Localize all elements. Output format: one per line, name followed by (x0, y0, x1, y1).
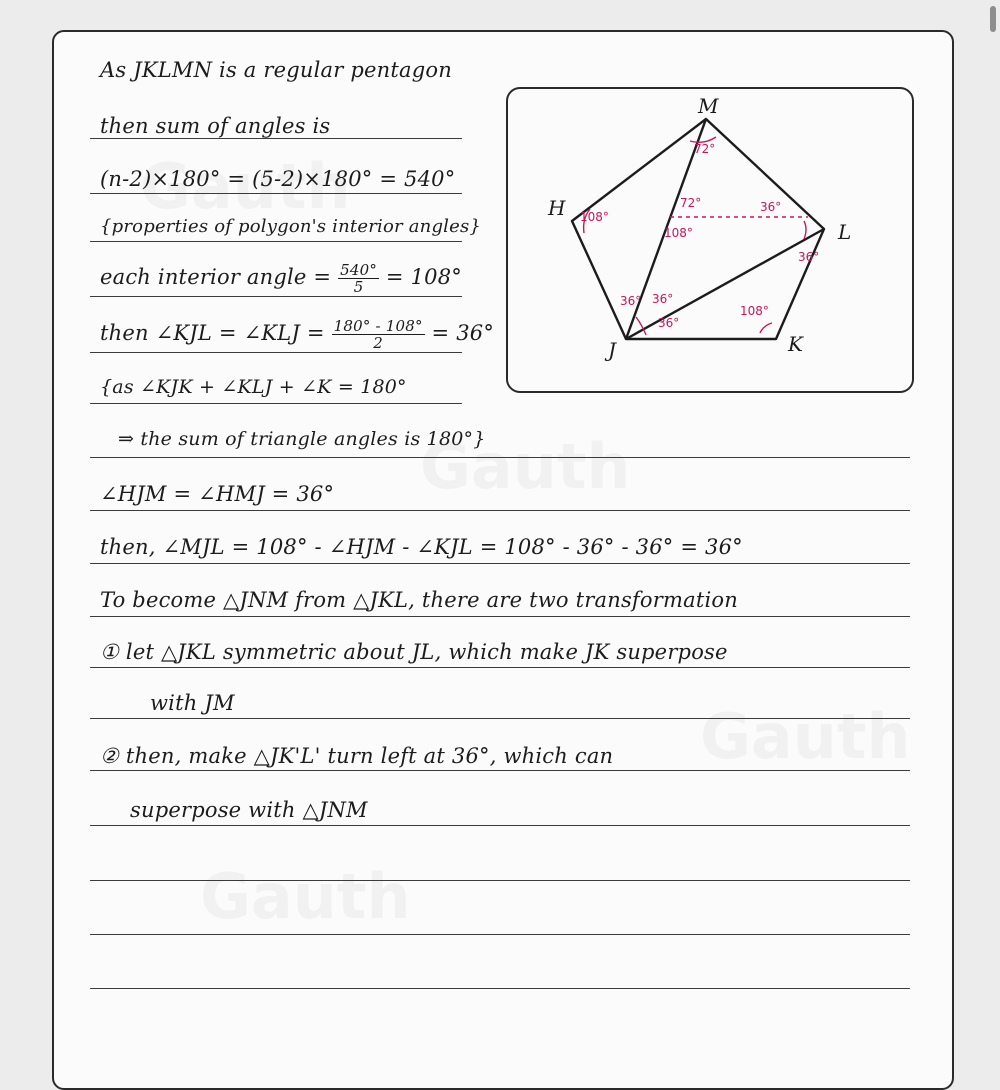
note-line-7: {as ∠KJK + ∠KLJ + ∠K = 180° (100, 376, 407, 398)
note-line-11: To become △JNM from △JKL, there are two transformation (100, 588, 738, 612)
angle-label-j-lower: 36° (658, 316, 680, 330)
ruled-line (90, 563, 910, 564)
vertex-label-m: M (698, 94, 719, 118)
ruled-line (90, 510, 910, 511)
angle-label-m: 72° (694, 142, 716, 156)
ruled-line (90, 988, 910, 989)
angle-label-k: 108° (740, 304, 769, 318)
note-line-2: then sum of angles is (100, 114, 331, 138)
ruled-line (90, 403, 462, 404)
angle-arc-l (804, 221, 806, 239)
ruled-line (90, 934, 910, 935)
note-line-12: ① let △JKL symmetric about JL, which make JK superpose (100, 640, 728, 664)
vertex-label-j: J (608, 338, 617, 362)
pentagon-diagram (506, 87, 914, 393)
base-angle-result: = 36° (424, 321, 495, 345)
note-line-6 (100, 318, 494, 351)
angle-label-center-top: 72° (680, 196, 702, 210)
note-line-5 (100, 262, 462, 295)
base-angle-text: then ∠KJL = ∠KLJ = (100, 321, 332, 345)
note-line-14: ② then, make △JK'L' turn left at 36°, which can (100, 744, 614, 768)
fraction-numerator: 540° (340, 261, 378, 279)
ruled-line (90, 880, 910, 881)
vertex-label-l: L (838, 220, 852, 244)
ruled-line (90, 193, 462, 194)
ruled-line (90, 616, 910, 617)
note-line-1: As JKLMN is a regular pentagon (100, 58, 452, 82)
note-line-3: (n-2)×180° = (5-2)×180° = 540° (100, 167, 456, 191)
angle-label-l-top: 36° (760, 200, 782, 214)
pentagon-figure (508, 89, 912, 391)
fraction-denominator: 2 (373, 334, 383, 352)
scrollbar[interactable] (990, 6, 996, 32)
note-line-15: superpose with △JNM (130, 798, 368, 822)
angle-label-j-upper1: 36° (620, 294, 642, 308)
angle-label-l-side: 36° (798, 250, 820, 264)
angle-label-center-bottom: 108° (664, 226, 693, 240)
interior-angle-result: = 108° (379, 265, 462, 289)
angle-label-j-upper2: 36° (652, 292, 674, 306)
base-angle-fraction (332, 318, 425, 351)
angle-label-h: 108° (580, 210, 609, 224)
ruled-line (90, 296, 462, 297)
watermark (200, 860, 411, 933)
ruled-line (90, 770, 910, 771)
ruled-line (90, 825, 910, 826)
vertex-label-h: H (548, 196, 566, 220)
ruled-line (90, 352, 462, 353)
ruled-line (90, 138, 462, 139)
note-line-10: then, ∠MJL = 108° - ∠HJM - ∠KJL = 108° - 36° - 36° = 36° (100, 535, 743, 559)
watermark (700, 700, 911, 773)
vertex-label-k: K (788, 332, 803, 356)
fraction-numerator: 180° - 108° (333, 317, 423, 335)
fraction-denominator: 5 (353, 278, 364, 296)
diagonal-jl (626, 229, 824, 339)
note-line-13: with JM (150, 691, 235, 715)
ruled-line (90, 718, 910, 719)
interior-angle-text: each interior angle = (100, 265, 339, 289)
ruled-line (90, 667, 910, 668)
note-line-9: ∠HJM = ∠HMJ = 36° (100, 482, 335, 506)
note-line-8: ⇒ the sum of triangle angles is 180°} (118, 428, 486, 450)
ruled-line (90, 457, 910, 458)
ruled-line (90, 241, 462, 242)
angle-arc-k (760, 323, 772, 333)
interior-angle-fraction (338, 262, 379, 295)
note-line-4: {properties of polygon's interior angles} (100, 216, 482, 237)
